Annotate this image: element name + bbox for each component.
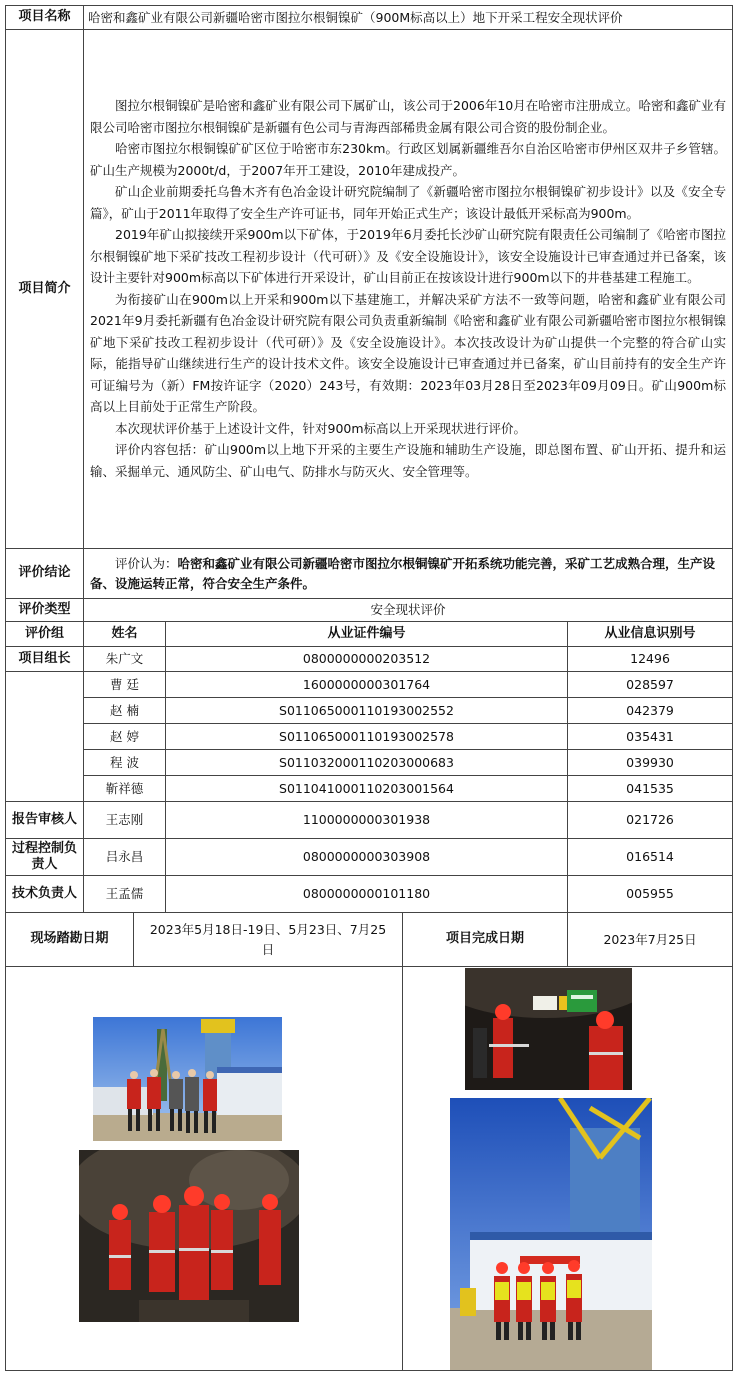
conclusion-text: 哈密和鑫矿业有限公司新疆哈密市图拉尔根铜镍矿开拓系统功能完善，采矿工艺成熟合理，生产设备、设施运转正常，符合安全生产条件。 xyxy=(90,556,716,591)
member-name: 赵 婷 xyxy=(84,724,166,750)
team-header-row xyxy=(6,622,733,647)
member-row xyxy=(6,672,733,698)
process-name: 吕永昌 xyxy=(84,839,166,876)
process-cert: 0800000000303908 xyxy=(166,839,568,876)
intro-paragraph: 2019年矿山拟接续开采900m以下矿体，于2019年6月委托长沙矿山研究院有限责任公司编制了《哈密市图拉尔根铜镍矿地下采矿技改工程初步设计（代可研）》及《安全设施设计》，该安全设施设计已审查通过并已备案，该设计主要针对900m标高以下矿体进行开采设计，矿山目前正在按该设计进行900m以下的井巷基建工程施工。 xyxy=(90,227,727,285)
member-cert: 1600000000301764 xyxy=(166,672,568,698)
member-row xyxy=(6,698,733,724)
member-id: 041535 xyxy=(568,776,733,802)
intro-paragraph: 本次现状评价基于上述设计文件，针对900m标高以上开采现状进行评价。 xyxy=(115,420,527,436)
member-name: 靳祥德 xyxy=(84,776,166,802)
team-header-group: 评价组 xyxy=(6,622,84,647)
intro-paragraph: 图拉尔根铜镍矿是哈密和鑫矿业有限公司下属矿山，该公司于2006年10月在哈密市注册成立。哈密和鑫矿业有限公司哈密市图拉尔根铜镍矿是新疆有色公司与青海西部稀贵金属有限公司合资的股份制企业。 xyxy=(90,98,727,135)
intro-row xyxy=(6,30,733,549)
member-cert: S011041000110203001564 xyxy=(166,776,568,802)
member-row xyxy=(6,776,733,802)
site-photo-signage xyxy=(465,968,632,1090)
member-row xyxy=(6,750,733,776)
reviewer-name: 王志刚 xyxy=(84,802,166,839)
member-name: 曹 廷 xyxy=(84,672,166,698)
member-id: 039930 xyxy=(568,750,733,776)
reviewer-id: 021726 xyxy=(568,802,733,839)
process-row xyxy=(6,839,733,876)
tech-row xyxy=(6,876,733,913)
conclusion-row xyxy=(6,549,733,599)
reviewer-row xyxy=(6,802,733,839)
member-row xyxy=(6,724,733,750)
tech-id: 005955 xyxy=(568,876,733,913)
type-label: 评价类型 xyxy=(6,599,84,622)
intro-paragraph: 哈密市图拉尔根铜镍矿矿区位于哈密市东230km。行政区划属新疆维吾尔自治区哈密市伊州区双井子乡管辖。矿山生产规模为2000t/d，于2007年开工建设，2010年建成投产。 xyxy=(90,141,727,178)
leader-id: 12496 xyxy=(568,647,733,672)
complete-date-value: 2023年7月25日 xyxy=(568,913,733,967)
tech-name: 王孟儒 xyxy=(84,876,166,913)
intro-paragraph: 为衔接矿山在900m以上开采和900m以下基建施工，并解决采矿方法不一致等问题，哈密和鑫矿业有限公司2021年9月委托新疆有色冶金设计研究院有限公司负责重新编制《哈密和鑫矿业有限公司新疆哈密市图拉尔根铜镍矿地下采矿技改工程初步设计（代可研）》及《安全设施设计》。本次技改设计为矿山提供一个完整的符合矿山实际，能指导矿山继续进行生产的设计技术文件。该安全设施设计已审查通过并已备案，矿山目前持有的安全生产许可证编号为（新）FM按许证字（2020）243号，有效期：2023年03月28日至2023年09月09日。矿山900m标高以上目前处于正常生产阶段。 xyxy=(90,291,727,414)
conclusion-label: 评价结论 xyxy=(6,549,84,599)
member-name: 赵 楠 xyxy=(84,698,166,724)
project-name-value: 哈密和鑫矿业有限公司新疆哈密市图拉尔根铜镍矿（900M标高以上）地下开采工程安全现状评价 xyxy=(84,6,733,30)
member-id: 035431 xyxy=(568,724,733,750)
member-name: 程 波 xyxy=(84,750,166,776)
survey-date-label: 现场踏勘日期 xyxy=(6,913,134,967)
project-name-row xyxy=(6,6,733,30)
member-cert: S011032000110203000683 xyxy=(166,750,568,776)
site-photo-headframe xyxy=(93,1017,282,1141)
dates-row xyxy=(6,913,733,967)
member-cert: S011065000110193002552 xyxy=(166,698,568,724)
conclusion-prefix: 评价认为： xyxy=(115,556,178,572)
member-id: 042379 xyxy=(568,698,733,724)
leader-label: 项目组长 xyxy=(6,647,84,672)
project-name-label: 项目名称 xyxy=(6,6,84,30)
conclusion-body xyxy=(84,549,733,599)
member-group-cell xyxy=(6,672,84,802)
site-photo-underground xyxy=(79,1150,299,1322)
intro-paragraph: 评价内容包括：矿山900m以上地下开采的主要生产设施和辅助生产设施，即总图布置、矿山开拓、提升和运输、采掘单元、通风防尘、矿山电气、防排水与防灭火、安全管理等。 xyxy=(90,442,727,479)
team-header-id: 从业信息识别号 xyxy=(568,622,733,647)
tech-cert: 0800000000101180 xyxy=(166,876,568,913)
survey-date-value: 2023年5月18日-19日、5月23日、7月25日 xyxy=(134,913,403,967)
team-header-cert: 从业证件编号 xyxy=(166,622,568,647)
tech-label: 技术负责人 xyxy=(6,876,84,913)
type-value: 安全现状评价 xyxy=(84,599,733,622)
reviewer-label: 报告审核人 xyxy=(6,802,84,839)
member-id: 028597 xyxy=(568,672,733,698)
member-cert: S011065000110193002578 xyxy=(166,724,568,750)
type-row xyxy=(6,599,733,622)
leader-row xyxy=(6,647,733,672)
process-id: 016514 xyxy=(568,839,733,876)
team-header-name: 姓名 xyxy=(84,622,166,647)
intro-paragraph: 矿山企业前期委托乌鲁木齐有色冶金设计研究院编制了《新疆哈密市图拉尔根铜镍矿初步设计》以及《安全专篇》，矿山于2011年取得了安全生产许可证书，同年开始正式生产；该设计最低开采标高为900m。 xyxy=(90,184,727,221)
intro-body xyxy=(84,30,733,549)
site-photo-hoist-house xyxy=(450,1098,652,1370)
reviewer-cert: 1100000000301938 xyxy=(166,802,568,839)
intro-label: 项目简介 xyxy=(6,30,84,549)
leader-cert: 0800000000203512 xyxy=(166,647,568,672)
process-label: 过程控制负责人 xyxy=(6,839,84,876)
complete-date-label: 项目完成日期 xyxy=(403,913,568,967)
leader-name: 朱广文 xyxy=(84,647,166,672)
